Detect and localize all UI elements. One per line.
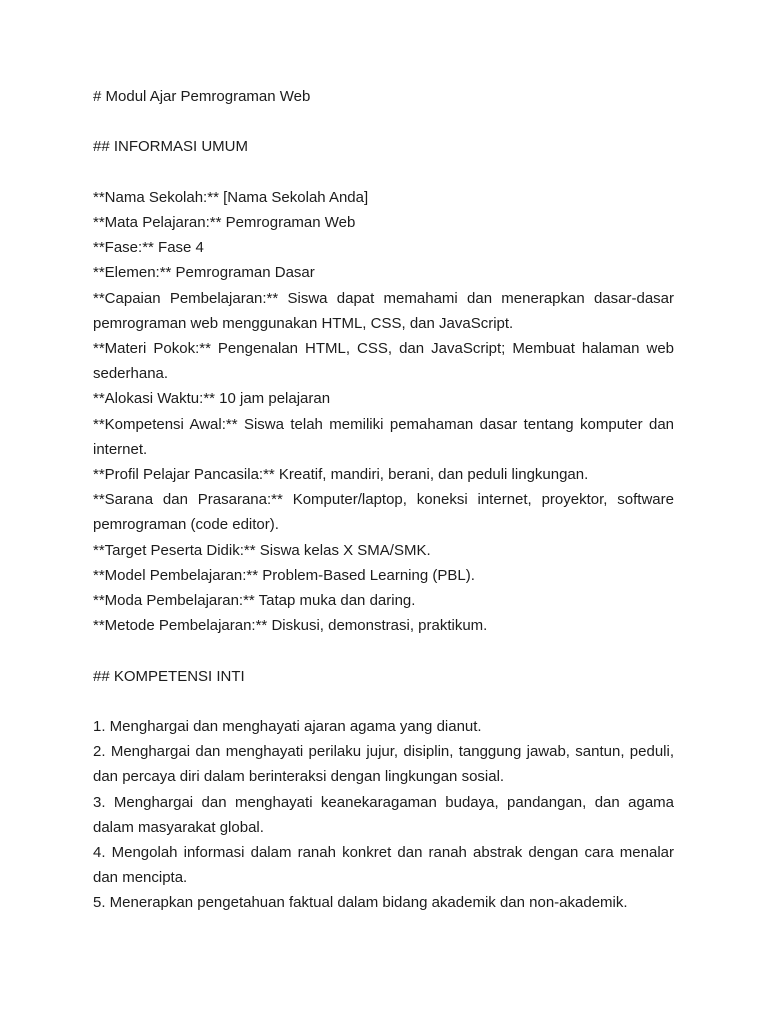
info-materi-pokok: **Materi Pokok:** Pengenalan HTML, CSS, dan JavaScript; Membuat halaman web sederhana. [93, 340, 674, 383]
info-sarana-prasarana: **Sarana dan Prasarana:** Komputer/laptop, koneksi internet, proyektor, software pemrograman (code editor). [93, 491, 674, 534]
info-fase: **Fase:** Fase 4 [93, 239, 204, 257]
document-title: # Modul Ajar Pemrograman Web [93, 88, 311, 105]
info-mata-pelajaran: **Mata Pelajaran:** Pemrograman Web [93, 213, 356, 231]
info-capaian-pembelajaran: **Capaian Pembelajaran:** Siswa dapat memahami dan menerapkan dasar-dasar pemrograman web menggunakan HTML, CSS, dan JavaScript. [93, 289, 674, 332]
blank-line [93, 689, 674, 714]
blank-line [93, 160, 674, 185]
info-moda-pembelajaran: **Moda Pembelajaran:** Tatap muka dan daring. [93, 592, 416, 610]
info-alokasi-waktu: **Alokasi Waktu:** 10 jam pelajaran [93, 390, 331, 408]
section-heading-kompetensi-inti: ## KOMPETENSI INTI [93, 667, 245, 685]
section-heading-informasi-umum: ## INFORMASI UMUM [93, 138, 249, 156]
info-kompetensi-awal: **Kompetensi Awal:** Siswa telah memiliki pemahaman dasar tentang komputer dan internet. [93, 415, 674, 458]
info-metode-pembelajaran: **Metode Pembelajaran:** Diskusi, demonstrasi, praktikum. [93, 617, 488, 635]
blank-line [93, 109, 674, 134]
info-model-pembelajaran: **Model Pembelajaran:** Problem-Based Learning (PBL). [93, 566, 475, 584]
info-target-peserta-didik: **Target Peserta Didik:** Siswa kelas X SMA/SMK. [93, 541, 431, 559]
info-profil-pelajar-pancasila: **Profil Pelajar Pancasila:** Kreatif, mandiri, berani, dan peduli lingkungan. [93, 466, 589, 484]
ki-item-2: 2. Menghargai dan menghayati perilaku jujur, disiplin, tanggung jawab, santun, peduli, dan percaya diri dalam berinteraksi dengan lingkungan sosial. [93, 743, 674, 786]
info-nama-sekolah: **Nama Sekolah:** [Nama Sekolah Anda] [93, 188, 369, 206]
ki-item-4: 4. Mengolah informasi dalam ranah konkret dan ranah abstrak dengan cara menalar dan mencipta. [93, 844, 674, 887]
document-page [93, 84, 674, 916]
ki-item-5: 5. Menerapkan pengetahuan faktual dalam bidang akademik dan non-akademik. [93, 894, 628, 912]
ki-item-3: 3. Menghargai dan menghayati keanekaragaman budaya, pandangan, dan agama dalam masyarakat global. [93, 793, 674, 836]
info-elemen: **Elemen:** Pemrograman Dasar [93, 264, 315, 282]
blank-line [93, 638, 674, 663]
ki-item-1: 1. Menghargai dan menghayati ajaran agama yang dianut. [93, 718, 482, 736]
